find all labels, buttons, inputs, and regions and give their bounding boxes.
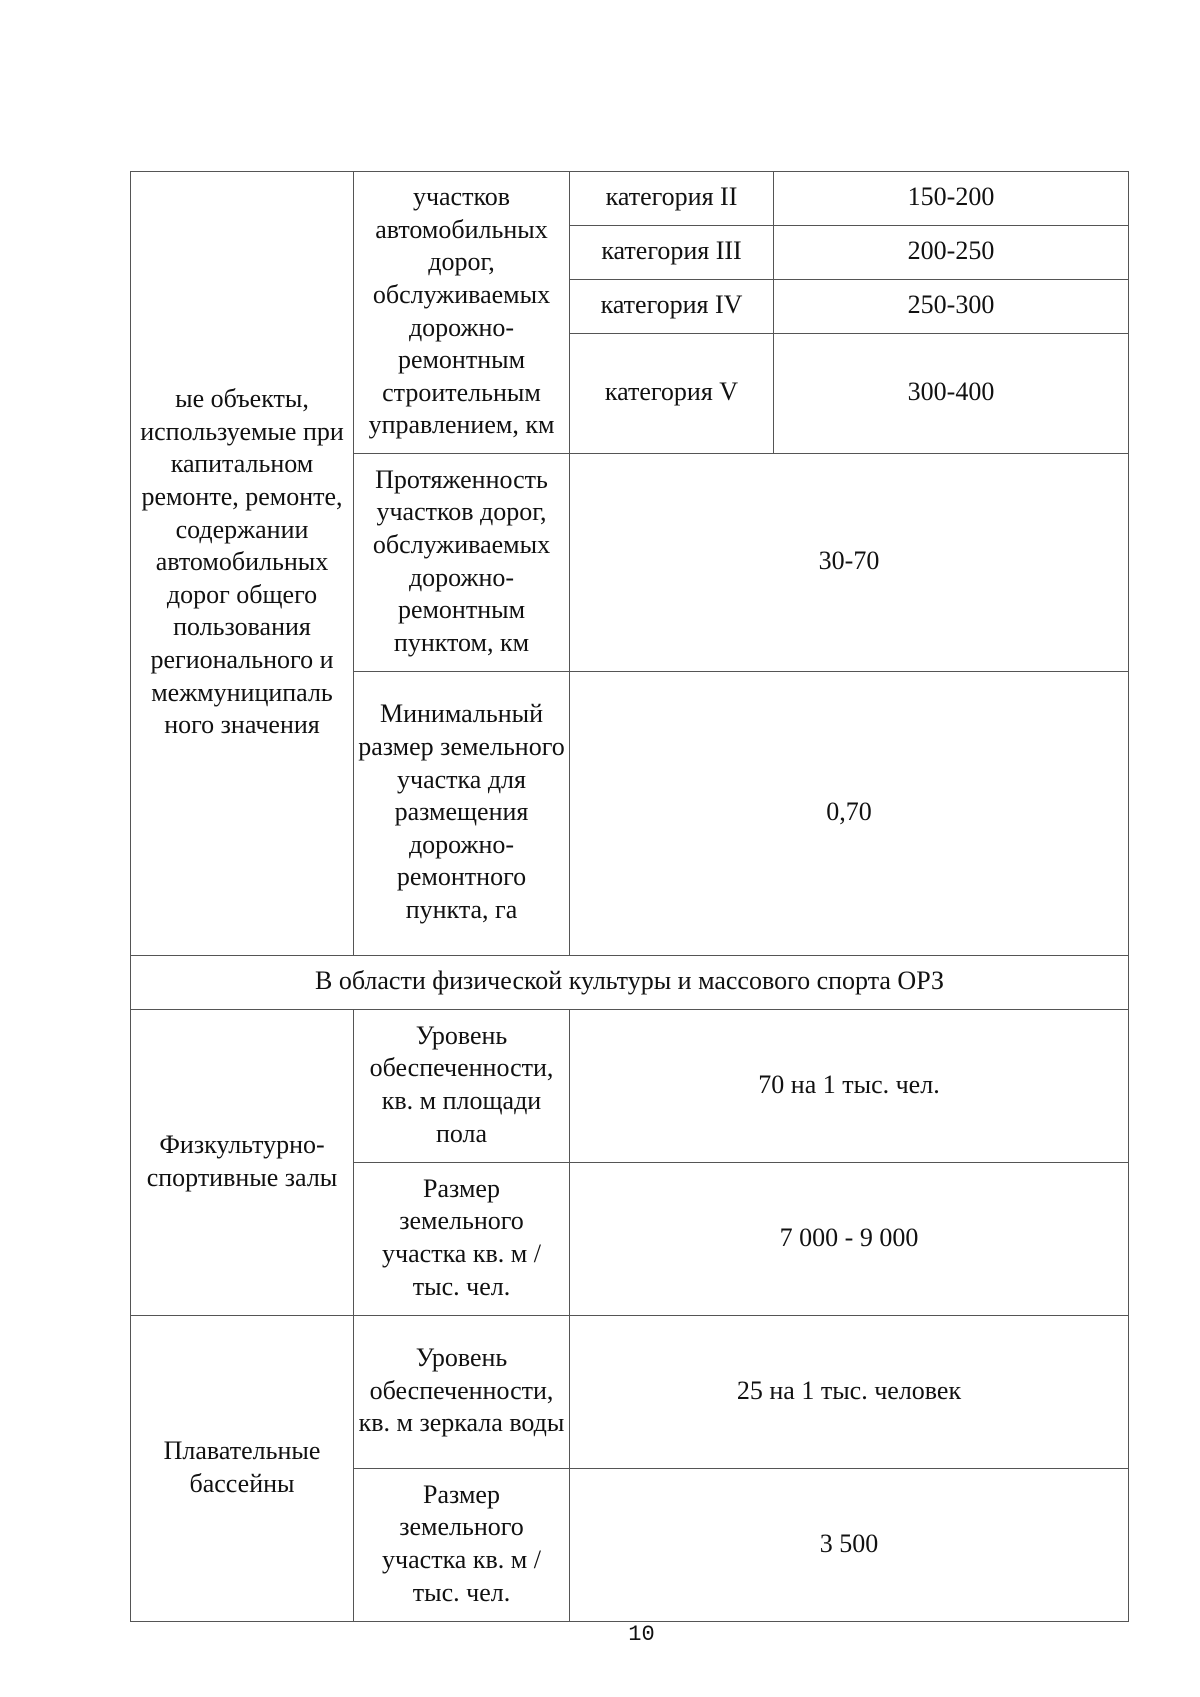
section-header-cell: В области физической культуры и массового спорта ОРЗ (131, 956, 1129, 1010)
category-value-cell: 150-200 (774, 172, 1129, 226)
category-cell: категория V (570, 334, 774, 454)
norms-table (130, 171, 1129, 1622)
min-plot-value-cell: 0,70 (570, 672, 1129, 956)
point-length-value-cell: 30-70 (570, 454, 1129, 672)
category-cell: категория II (570, 172, 774, 226)
min-plot-label-cell: Минимальный размер земельного участка для размещения дорожно-ремонтного пункта, га (354, 672, 570, 956)
point-length-label-cell: Протяженность участков дорог, обслуживаемых дорожно-ремонтным пунктом, км (354, 454, 570, 672)
sport-param-value-cell: 25 на 1 тыс. человек (570, 1316, 1129, 1469)
page-number: 10 (628, 1622, 655, 1647)
category-cell: категория III (570, 226, 774, 280)
road-length-label-cell: участков автомобильных дорог, обслуживаемых дорожно-ремонтным строительным управлением, км (354, 172, 570, 454)
road-object-cell: ые объекты, используемые при капитальном ремонте, ремонте, содержании автомобильных дорог общего пользования регионального и межмуниципаль ного значения (131, 172, 354, 956)
sport-object-name-cell: Физкультурно-спортивные залы (131, 1010, 354, 1316)
sport-param-label-cell: Уровень обеспеченности, кв. м площади пола (354, 1010, 570, 1163)
category-cell: категория IV (570, 280, 774, 334)
sport-param-label-cell: Уровень обеспеченности, кв. м зеркала воды (354, 1316, 570, 1469)
sport-param-value-cell: 3 500 (570, 1469, 1129, 1622)
category-value-cell: 200-250 (774, 226, 1129, 280)
sport-param-label-cell: Размер земельного участка кв. м / тыс. чел. (354, 1469, 570, 1622)
sport-param-value-cell: 7 000 - 9 000 (570, 1163, 1129, 1316)
category-value-cell: 300-400 (774, 334, 1129, 454)
sport-param-value-cell: 70 на 1 тыс. чел. (570, 1010, 1129, 1163)
category-value-cell: 250-300 (774, 280, 1129, 334)
sport-param-label-cell: Размер земельного участка кв. м / тыс. чел. (354, 1163, 570, 1316)
sport-object-name-cell: Плавательные бассейны (131, 1316, 354, 1622)
